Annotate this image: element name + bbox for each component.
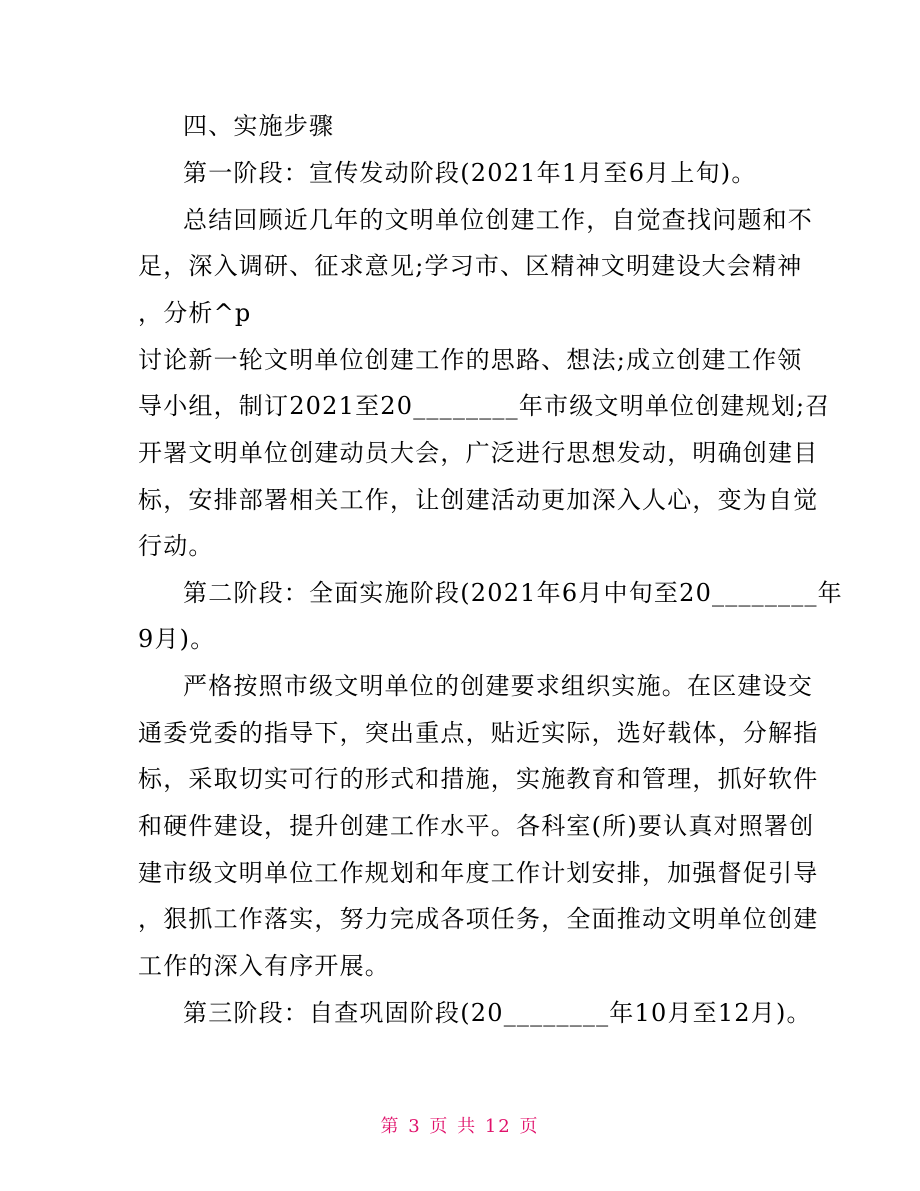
paragraph-line: 总结回顾近几年的文明单位创建工作，自觉查找问题和不 <box>183 206 813 234</box>
stage-three-heading: 第三阶段：自查巩固阶段(20________年10月至12月)。 <box>183 999 812 1027</box>
paragraph-line: 开署文明单位创建动员大会，广泛进行思想发动，明确创建目 <box>138 439 819 467</box>
paragraph-line: 讨论新一轮文明单位创建工作的思路、想法;成立创建工作领 <box>138 346 803 374</box>
paragraph-line: 9月)。 <box>138 625 216 653</box>
paragraph-line: 通委党委的指导下，突出重点，贴近实际，选好载体，分解指 <box>138 719 819 747</box>
paragraph-line: 行动。 <box>138 532 214 560</box>
stage-one-heading: 第一阶段：宣传发动阶段(2021年1月至6月上旬)。 <box>183 159 757 187</box>
paragraph-line: ，狠抓工作落实，努力完成各项任务，全面推动文明单位创建 <box>138 905 819 933</box>
paragraph-line: 导小组，制订2021至20________年市级文明单位创建规划;召 <box>138 392 831 420</box>
page-number-footer: 第 3 页 共 12 页 <box>380 1116 540 1137</box>
paragraph-line: ，分析^p <box>138 299 252 327</box>
paragraph-line: 足，深入调研、征求意见;学习市、区精神文明建设大会精神 <box>138 252 803 280</box>
paragraph-line: 严格按照市级文明单位的创建要求组织实施。在区建设交 <box>183 672 813 700</box>
stage-two-heading: 第二阶段：全面实施阶段(2021年6月中旬至20________年 <box>183 579 843 607</box>
paragraph-line: 和硬件建设，提升创建工作水平。各科室(所)要认真对照署创 <box>138 812 815 840</box>
paragraph-line: 建市级文明单位工作规划和年度工作计划安排，加强督促引导 <box>138 859 819 887</box>
paragraph-line: 工作的深入有序开展。 <box>138 952 390 980</box>
section-heading: 四、实施步骤 <box>183 112 335 140</box>
paragraph-line: 标，安排部署相关工作，让创建活动更加深入人心，变为自觉 <box>138 486 819 514</box>
paragraph-line: 标，采取切实可行的形式和措施，实施教育和管理，抓好软件 <box>138 765 819 793</box>
